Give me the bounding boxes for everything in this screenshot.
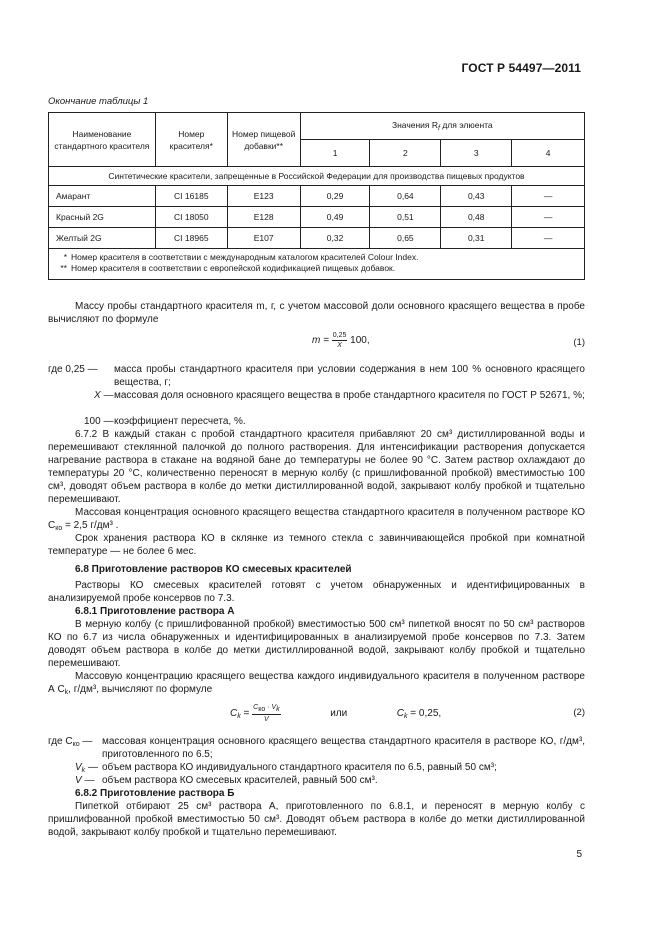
heading-6-8: 6.8 Приготовление растворов КО смесевых красителей xyxy=(75,564,352,575)
where-1-lead: где 0,25 — xyxy=(48,364,98,375)
cell-rf1: 0,32 xyxy=(300,228,370,249)
cell-rf3: 0,31 xyxy=(441,228,512,249)
page-number: 5 xyxy=(576,849,582,860)
footnote-1-mark: * xyxy=(63,252,67,262)
cell-rf4: — xyxy=(512,228,585,249)
footnote-2-mark: ** xyxy=(60,263,67,273)
conc2-tail: , г/дм³, вычисляют по формуле xyxy=(68,683,213,695)
cell-e: E128 xyxy=(227,207,300,228)
table-row xyxy=(49,186,585,207)
conc-text: Массовая концентрация основного красящего вещества стандартного красителя в полученном растворе КО C xyxy=(48,507,585,531)
equation-number-1: (1) xyxy=(573,337,585,348)
col-header-eluent-2: 2 xyxy=(370,140,441,167)
table-caption: Окончание таблицы 1 xyxy=(48,96,149,107)
conc2-text: Массовую концентрацию красящего вещества каждого индивидуального красителя в полученном растворе А C xyxy=(48,671,585,695)
rf-subscript: f xyxy=(438,125,440,132)
col-header-food-additive: Номер пищевой добавки** xyxy=(227,113,300,167)
cell-rf3: 0,43 xyxy=(441,186,512,207)
where-2-vk-letter: V xyxy=(75,762,82,773)
where-2-lead xyxy=(48,736,92,752)
cell-ci: CI 16185 xyxy=(155,186,227,207)
formula-1-lhs: m = xyxy=(312,335,329,347)
cell-ci: CI 18965 xyxy=(155,228,227,249)
cell-e: E107 xyxy=(227,228,300,249)
formula-2-num-sub2: k xyxy=(276,706,280,713)
rf-label-tail: для элюента xyxy=(439,120,493,130)
equation-number-2: (2) xyxy=(573,707,585,718)
where-2-item-3: объем раствора КО смесевых красителей, равный 500 см³. xyxy=(102,775,378,786)
footnote-1-text: Номер красителя в соответствии с международным каталогом красителей Colour Index. xyxy=(71,252,419,262)
formula-1-rhs: 100, xyxy=(350,335,370,347)
formula-1-fraction xyxy=(332,331,348,350)
formula-2-denominator: V xyxy=(264,716,269,723)
cell-rf3: 0,48 xyxy=(441,207,512,228)
cell-e: E123 xyxy=(227,186,300,207)
standard-header: ГОСТ Р 54497—2011 xyxy=(461,61,581,75)
formula-1-denominator: X xyxy=(337,342,342,349)
where-1-item-2: массовая доля основного красящего вещества в пробе стандартного красителя по ГОСТ Р 52671, %; xyxy=(114,390,585,401)
where-2-item-2: объем раствора КО индивидуального стандартного красителя по 6.5, равный 50 см³; xyxy=(102,762,497,773)
formula-2-rhs-tail: = 0,25, xyxy=(407,708,442,720)
where-1-item-1: масса пробы стандартного красителя при условии содержания в нем 100 % основного красящего вещества, г; xyxy=(114,364,585,388)
formula-2-rhs: C xyxy=(396,708,405,720)
table-row xyxy=(49,228,585,249)
where-2-vk-sub: k xyxy=(81,767,86,774)
where-1-x-lead: X — xyxy=(94,390,114,401)
col-header-dye-number: Номер красителя* xyxy=(155,113,227,167)
paragraph-6-8: Растворы КО смесевых красителей готовят с учетом обнаруженных и идентифицированных в анализируемой пробе консервов по 7.3. xyxy=(48,580,585,604)
rf-label: Значения R xyxy=(391,120,439,130)
cell-rf1: 0,29 xyxy=(300,186,370,207)
heading-6-8-1: 6.8.1 Приготовление раствора А xyxy=(75,606,235,617)
cell-rf2: 0,64 xyxy=(370,186,441,207)
conc-tail: = 2,5 г/дм³ . xyxy=(62,519,119,531)
conc2-subscript: k xyxy=(64,688,69,696)
formula-2-lhs: C xyxy=(230,708,238,720)
section-row: Синтетические красители, запрещенные в Российской Федерации для производства пищевых продуктов xyxy=(49,167,585,186)
col-header-eluent-3: 3 xyxy=(441,140,512,167)
where-2-item-1: массовая концентрация основного красящего вещества стандартного красителя в растворе КО, г/дм³, приготовленного по 6.5; xyxy=(102,736,585,760)
formula-2-rhs-sub: k xyxy=(404,713,408,721)
col-header-eluent-1: 1 xyxy=(300,140,370,167)
cell-rf2: 0,51 xyxy=(370,207,441,228)
paragraph-6-8-1: В мерную колбу (с пришлифованной пробкой) вместимостью 500 см³ пипеткой вносят по 50 см³ растворов КО по 6.7 из числа обнаруженных и идентифицированных в анализируемой пробе консервов по 7.3. Затем доводят объем раствора в колбе до метки дистиллированной водой, закрывают колбу пробкой и тщательно перемешивают. xyxy=(48,619,585,669)
col-header-name: Наименование стандартного красителя xyxy=(49,113,156,167)
where-2-lead-text: где C xyxy=(48,736,73,747)
formula-2-num-sub: ко xyxy=(258,706,266,713)
footnote-1 xyxy=(63,252,578,263)
table-row xyxy=(49,207,585,228)
cell-rf1: 0,49 xyxy=(300,207,370,228)
footnote-2 xyxy=(60,263,578,274)
formula-2-num-v: · V xyxy=(265,704,277,711)
paragraph-concentration-2 xyxy=(48,671,585,700)
where-1-item-3: коэффициент пересчета, %. xyxy=(114,416,246,427)
col-header-rf-group xyxy=(300,113,584,140)
cell-name: Желтый 2G xyxy=(49,228,156,249)
paragraph-storage: Срок хранения раствора КО в склянке из темного стекла с завинчивающейся пробкой при комнатной температуре — не более 6 мес. xyxy=(48,533,585,557)
where-1-c-lead: 100 — xyxy=(84,416,114,427)
cell-rf2: 0,65 xyxy=(370,228,441,249)
paragraph-6-8-2: Пипеткой отбирают 25 см³ раствора А, приготовленного по 6.8.1, и переносят в мерную колбу с пришлифованной пробкой вместимостью 50 см³. Доводят объем раствора в колбе до метки дистиллированной водой, закрывают колбу пробкой и тщательно перемешивают. xyxy=(48,801,585,838)
formula-2 xyxy=(230,703,441,724)
cell-rf4: — xyxy=(512,207,585,228)
paragraph-concentration xyxy=(48,507,585,536)
cell-name: Амарант xyxy=(49,186,156,207)
where-2-vk-dash: — xyxy=(85,762,98,773)
formula-2-num-c: C xyxy=(253,704,259,711)
rf-values-table xyxy=(48,112,585,280)
cell-name: Красный 2G xyxy=(49,207,156,228)
cell-ci: CI 18050 xyxy=(155,207,227,228)
formula-2-fraction xyxy=(252,703,281,724)
cell-rf4: — xyxy=(512,186,585,207)
paragraph-mass-intro: Массу пробы стандартного красителя m, г, с учетом массовой доли основного красящего вещества в пробе вычисляют по формуле xyxy=(48,301,585,325)
paragraph-6-7-2: 6.7.2 В каждый стакан с пробой стандартного красителя прибавляют 20 см³ дистиллированной воды и перемешивают стеклянной палочкой до полного растворения. Для интенсификации растворения допускается нагревание раствора в стакане на водяной бане до температуры не более 90 °С. Затем раствор охлаждают до температуры 20 °С, количественно переносят в мерную колбу (с пришлифованной пробкой) вместимостью 100 см³, доводят объем раствора в колбе до метки дистиллированной водой, закрывают колбу пробкой и тщательно перемешивают. xyxy=(48,429,585,505)
formula-2-equals: = xyxy=(240,708,253,720)
heading-6-8-2: 6.8.2 Приготовление раствора Б xyxy=(75,788,235,799)
formula-2-numerator xyxy=(252,703,281,715)
where-2-v-lead: V — xyxy=(75,775,95,786)
table-footnotes xyxy=(49,249,585,280)
footnote-2-text: Номер красителя в соответствии с европейской кодификацией пищевых добавок. xyxy=(71,263,396,273)
formula-1-numerator: 0,25 xyxy=(332,332,347,339)
formula-2-or: или xyxy=(330,708,348,720)
formula-2-lhs-sub: k xyxy=(237,713,241,721)
formula-1 xyxy=(312,331,370,350)
where-2-lead-sub: ко xyxy=(72,741,80,748)
conc-subscript: ко xyxy=(55,524,63,532)
col-header-eluent-4: 4 xyxy=(512,140,585,167)
where-2-lead-dash: — xyxy=(79,736,93,747)
